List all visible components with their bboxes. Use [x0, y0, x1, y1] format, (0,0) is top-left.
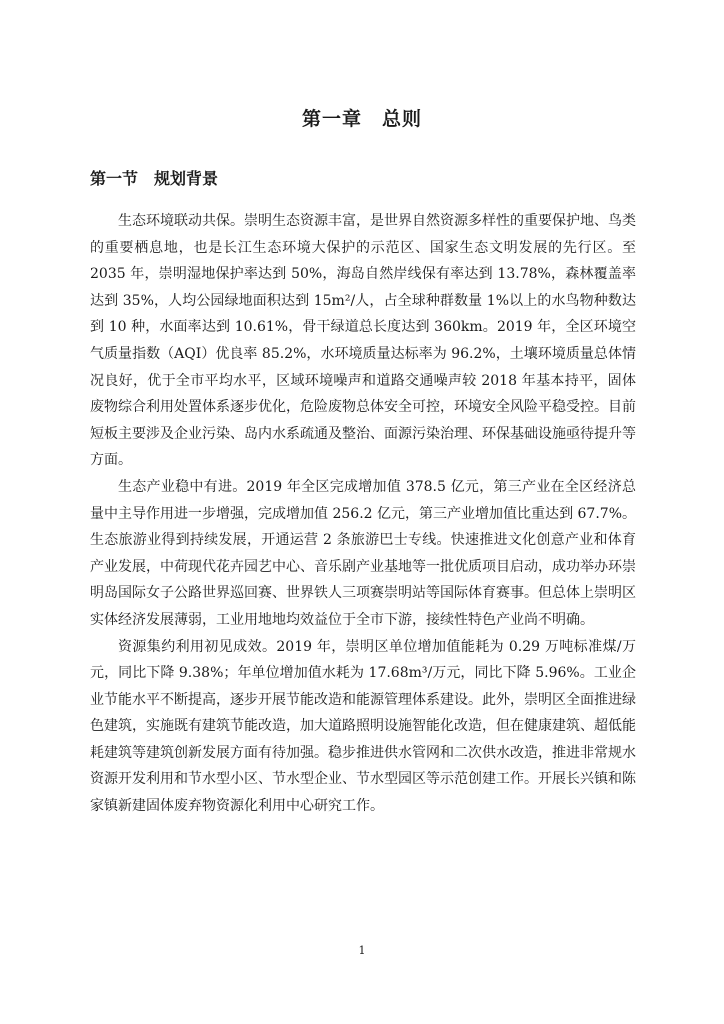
paragraph-industry: 生态产业稳中有进。2019 年全区完成增加值 378.5 亿元，第三产业在全区经济总量中主导作用进一步增强，完成增加值 256.2 亿元，第三产业增加值比重达到 67.7%。生态旅游业得到持续发展，开通运营 2 条旅游巴士专线。快速推进文化创意产业和体育产业发展，中荷现代花卉园艺中心、音乐剧产业基地等一批优质项目启动，成功举办环崇明岛国际女子公路世界巡回赛、世界铁人三项赛崇明站等国际体育赛事。但总体上崇明区实体经济发展薄弱，工业用地地均效益位于全市下游，接续性特色产业尚不明确。	[90, 478, 636, 628]
section-title: 第一节 规划背景	[90, 169, 219, 188]
paragraph-resources: 资源集约利用初见成效。2019 年，崇明区单位增加值能耗为 0.29 万吨标准煤/万元，同比下降 9.38%；年单位增加值水耗为 17.68m³/万元，同比下降 5.96%。工业企业节能水平不断提高，逐步开展节能改造和能源管理体系建设。此外，崇明区全面推进绿色建筑，实施既有建筑节能改造，加大道路照明设施智能化改造，但在健康建筑、超低能耗建筑等建筑创新发展方面有待加强。稳步推进供水管网和二次供水改造，推进非常规水资源开发利用和节水型小区、节水型企业、节水型园区等示范创建工作。开展长兴镇和陈家镇新建固体废弃物资源化利用中心研究工作。	[90, 638, 636, 815]
page-number: 1	[358, 944, 366, 957]
body-text	[90, 208, 636, 820]
chapter-title: 第一章 总则	[301, 108, 422, 130]
paragraph-ecology: 生态环境联动共保。崇明生态资源丰富，是世界自然资源多样性的重要保护地、鸟类的重要栖息地，也是长江生态环境大保护的示范区、国家生态文明发展的先行区。至 2035 年，崇明湿地保护率达到 50%，海岛自然岸线保有率达到 13.78%，森林覆盖率达到 35%，人均公园绿地面积达到 15m²/人，占全球种群数量 1%以上的水鸟物种数达到 10 种，水面率达到 10.61%，骨干绿道总长度达到 360km。2019 年，全区环境空气质量指数（AQI）优良率 85.2%，水环境质量达标率为 96.2%，土壤环境质量总体情况良好，优于全市平均水平，区域环境噪声和道路交通噪声较 2018 年基本持平，固体废物综合利用处置体系逐步优化，危险废物总体安全可控，环境安全风险平稳受控。目前短板主要涉及企业污染、岛内水系疏通及整治、面源污染治理、环保基础设施亟待提升等方面。	[90, 213, 636, 469]
